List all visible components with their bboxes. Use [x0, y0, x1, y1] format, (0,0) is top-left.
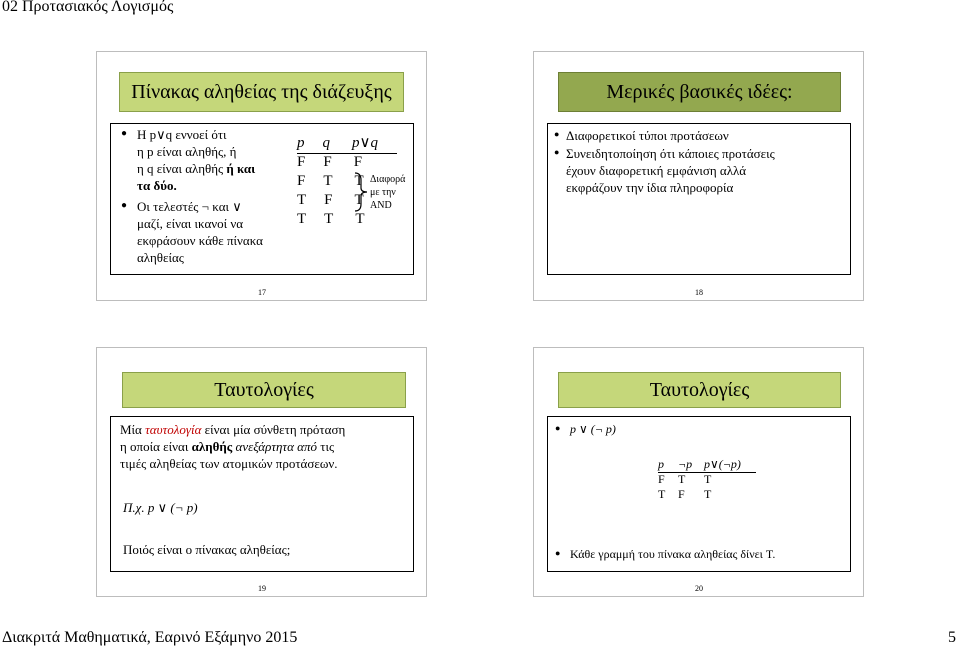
- slide-number: 19: [258, 584, 266, 593]
- slide-number: 20: [695, 584, 703, 593]
- bullet-text: εκφράσουν κάθε πίνακα: [137, 233, 263, 248]
- table-row: F T T: [658, 472, 712, 486]
- bullet-text: μαζί, είναι ικανοί να: [137, 216, 244, 231]
- bullet-text: H p∨q εννοεί ότι: [137, 127, 227, 142]
- bullet-dot: ●: [554, 147, 560, 157]
- definition-line: η οποία είναι αληθής ανεξάρτητα από τις: [120, 439, 335, 454]
- bullet-text: εκφράζουν την ίδια πληροφορία: [566, 180, 734, 195]
- slide-body: [547, 123, 851, 275]
- bullet-text: Οι τελεστές ¬ και ∨: [137, 199, 242, 214]
- bullet-dot: ●: [555, 423, 561, 433]
- bullet-text: αληθείας: [137, 250, 184, 265]
- table-header: q: [322, 135, 330, 151]
- table-header: p: [297, 135, 305, 151]
- slide-title: Μερικές βασικές ιδέες:: [558, 72, 841, 112]
- table-header: p∨q: [352, 135, 378, 151]
- difference-note: Διαφορά με την AND: [370, 174, 406, 211]
- bullet-text: τα δύο.: [137, 178, 177, 193]
- bullet-dot: ●: [554, 129, 560, 139]
- example: Π.χ. p ∨ (¬ p): [123, 500, 198, 515]
- slide-number: 18: [695, 288, 703, 297]
- formula: p ∨ (¬ p): [570, 422, 616, 436]
- footer-course: Διακριτά Μαθηματικά, Εαρινό Εξάμηνο 2015: [2, 629, 298, 646]
- bullet-text: η q είναι αληθής ή και: [137, 161, 256, 176]
- conclusion: Κάθε γραμμή του πίνακα αληθείας δίνει T.: [570, 547, 776, 561]
- slide-18: [533, 51, 864, 301]
- bullet-dot: ●: [555, 548, 561, 558]
- definition-line: τιμές αληθείας των ατομικών προτάσεων.: [120, 456, 338, 471]
- truth-table: [658, 457, 741, 502]
- slide-body: [547, 416, 851, 572]
- footer-page-number: 5: [948, 629, 956, 646]
- table-row: T T T: [297, 211, 365, 227]
- slide-body: [110, 416, 414, 572]
- table-row: F F F: [297, 154, 363, 170]
- table-header: ¬p: [678, 457, 693, 471]
- definition-line: Μία ταυτολογία είναι μία σύνθετη πρόταση: [120, 422, 346, 437]
- table-header: p: [658, 457, 664, 471]
- slide-19: [96, 347, 427, 597]
- brace-icon: [354, 172, 368, 212]
- table-row: T F T: [658, 487, 712, 501]
- bullet-text: Διαφορετικοί τύποι προτάσεων: [566, 128, 729, 143]
- slide-title: Ταυτολογίες: [558, 372, 841, 408]
- table-row: T F T: [297, 192, 364, 208]
- question: Ποιός είναι ο πίνακας αληθείας;: [123, 542, 291, 557]
- slide-title: Ταυτολογίες: [122, 372, 406, 408]
- bullet-text: η p είναι αληθής, ή: [137, 144, 237, 159]
- slide-number: 17: [258, 288, 266, 297]
- bullet-dot: ●: [121, 128, 128, 139]
- table-underline: [297, 153, 397, 154]
- bullet-text: έχουν διαφορετική εμφάνιση αλλά: [566, 163, 747, 178]
- slide-title: Πίνακας αληθείας της διάζευξης: [119, 72, 404, 112]
- bullet-text: Συνειδητοποίηση ότι κάποιες προτάσεις: [566, 146, 775, 161]
- table-header: p∨(¬p): [704, 457, 741, 471]
- slide-20: [533, 347, 864, 597]
- slide-17: [96, 51, 427, 301]
- table-underline: [658, 472, 756, 473]
- document-header: 02 Προτασιακός Λογισμός: [2, 0, 174, 15]
- table-row: F T T: [297, 173, 364, 189]
- bullet-dot: ●: [121, 200, 128, 211]
